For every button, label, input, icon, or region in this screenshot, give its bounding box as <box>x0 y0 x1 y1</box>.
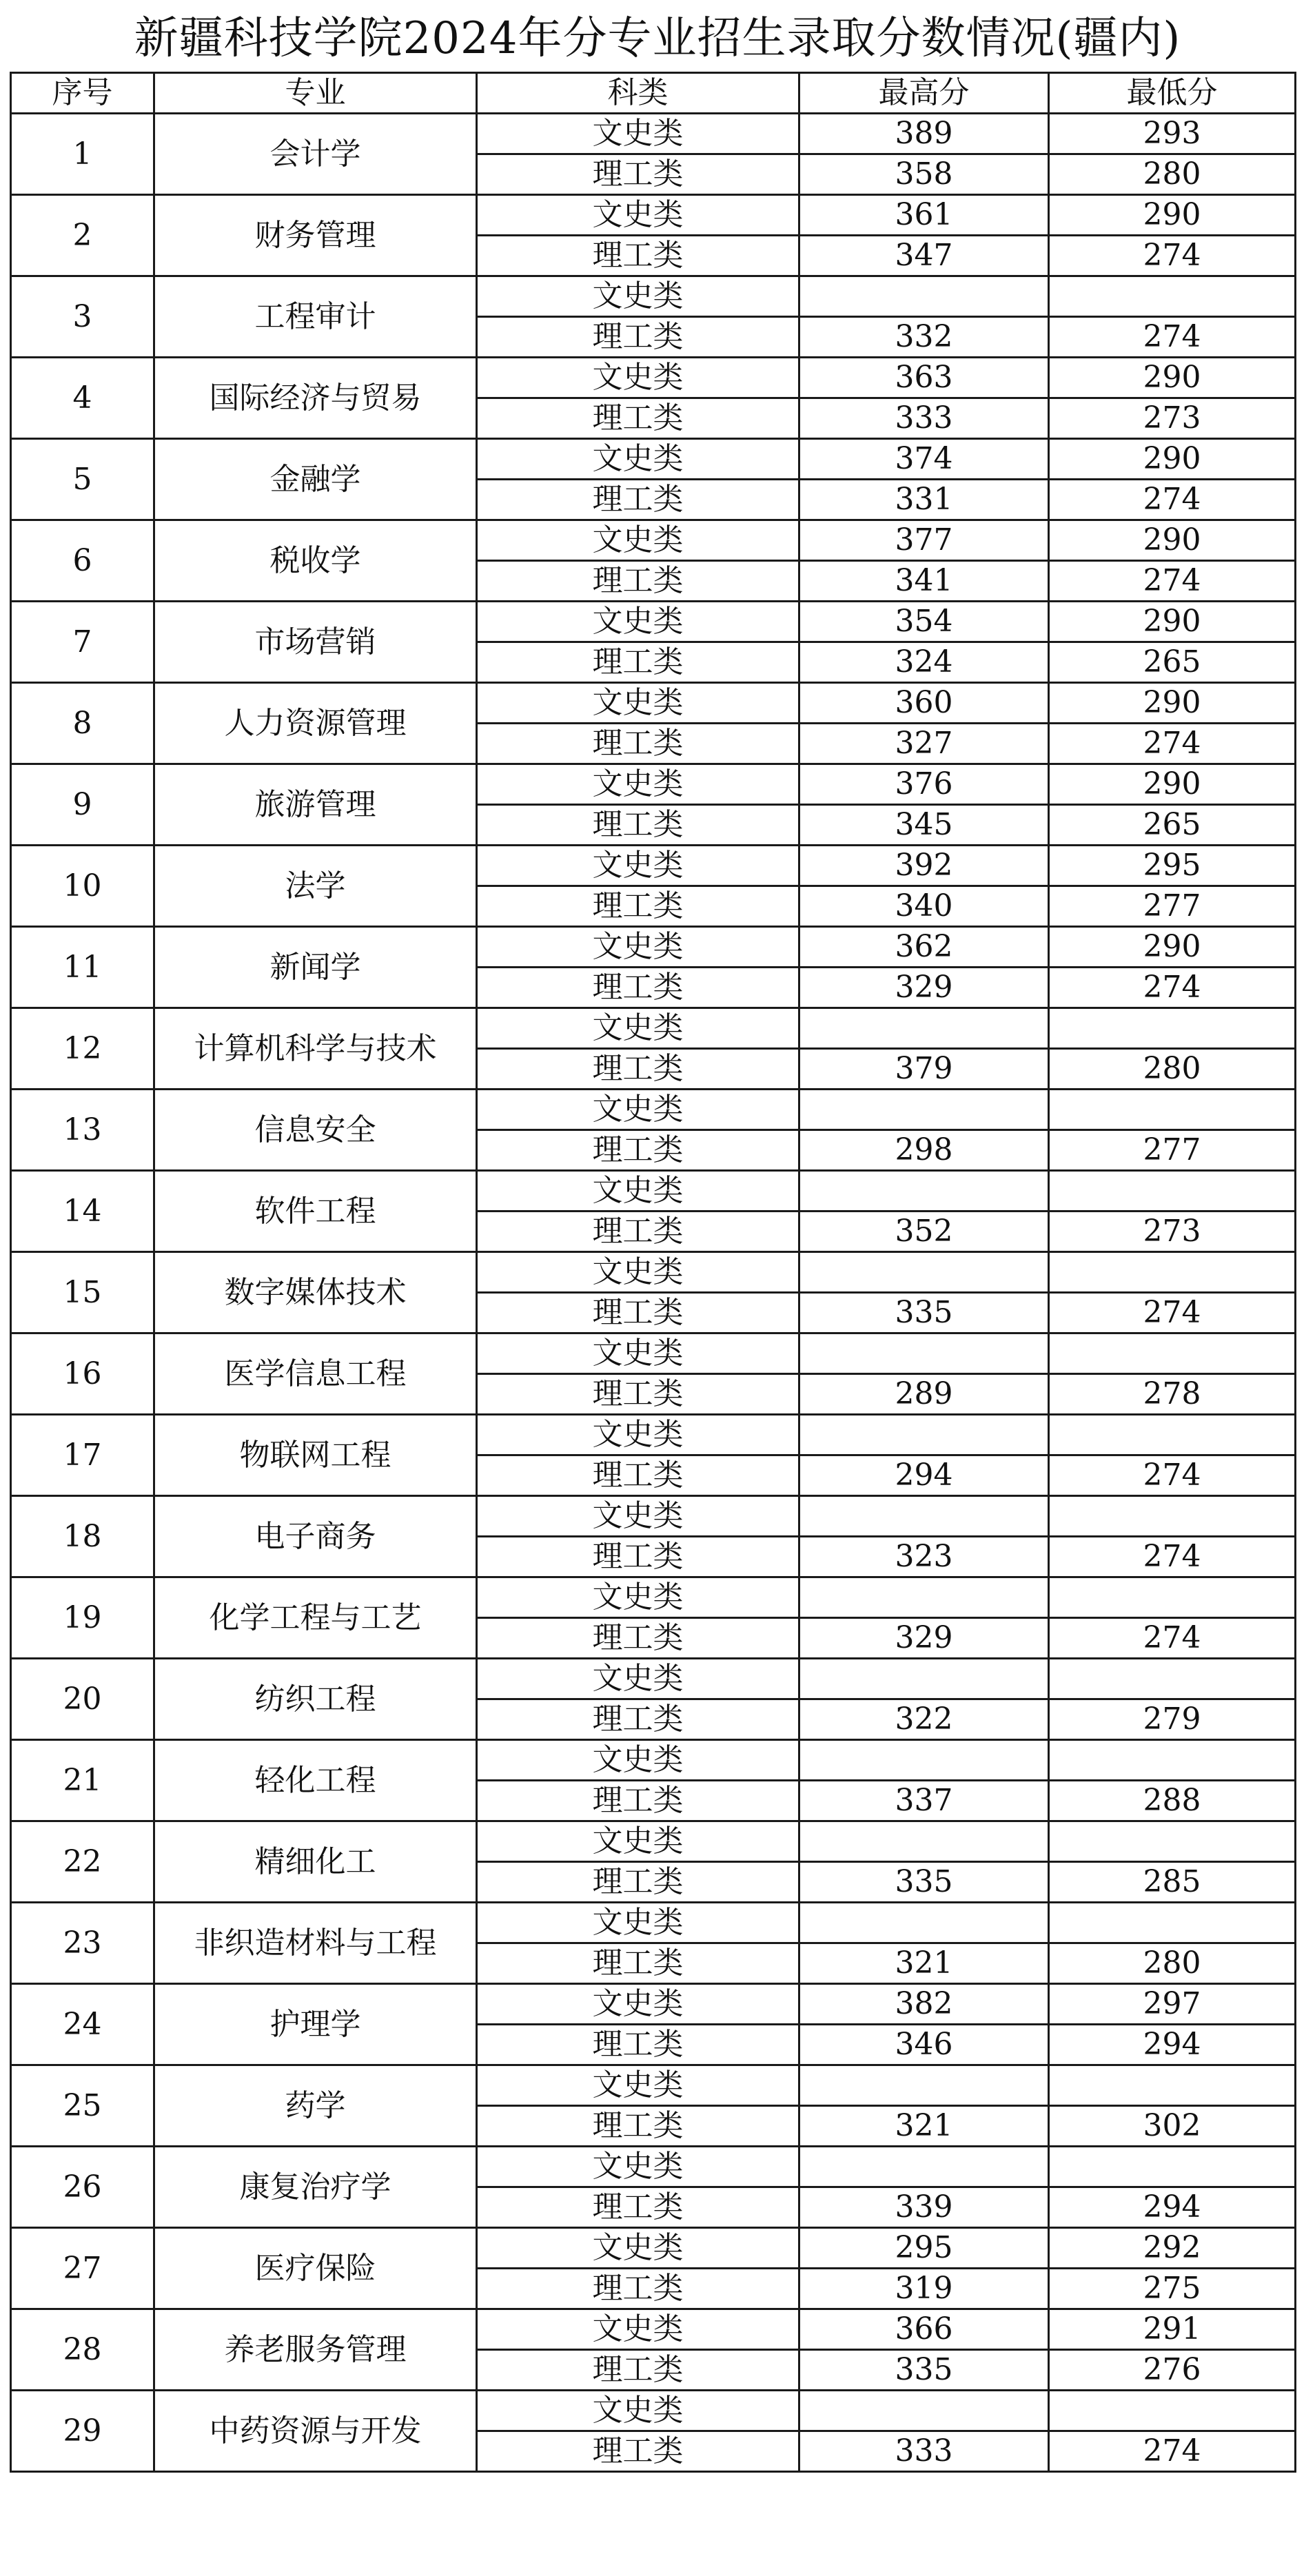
row-max-score: 346 <box>799 2025 1049 2065</box>
row-index: 4 <box>11 358 154 439</box>
row-min-score: 274 <box>1049 480 1296 520</box>
row-min-score <box>1049 1740 1296 1781</box>
row-max-score: 362 <box>799 927 1049 968</box>
row-major: 康复治疗学 <box>154 2147 477 2228</box>
table-row <box>11 2147 1296 2187</box>
row-min-score: 265 <box>1049 805 1296 846</box>
row-category: 文史类 <box>477 1171 799 1212</box>
row-category: 文史类 <box>477 683 799 724</box>
row-category: 理工类 <box>477 1374 799 1415</box>
row-max-score: 289 <box>799 1374 1049 1415</box>
row-index: 23 <box>11 1903 154 1984</box>
row-index: 13 <box>11 1090 154 1171</box>
row-max-score <box>799 1577 1049 1618</box>
row-category: 理工类 <box>477 2269 799 2309</box>
row-major: 人力资源管理 <box>154 683 477 764</box>
row-category: 文史类 <box>477 439 799 480</box>
row-major: 医疗保险 <box>154 2228 477 2309</box>
row-max-score <box>799 1740 1049 1781</box>
row-max-score <box>799 2147 1049 2187</box>
row-category: 文史类 <box>477 276 799 317</box>
row-category: 文史类 <box>477 602 799 642</box>
row-major: 会计学 <box>154 114 477 195</box>
header-max-score: 最高分 <box>799 73 1049 114</box>
row-category: 理工类 <box>477 1862 799 1903</box>
row-max-score: 335 <box>799 1862 1049 1903</box>
row-min-score: 279 <box>1049 1699 1296 1740</box>
row-max-score: 333 <box>799 2431 1049 2472</box>
row-category: 文史类 <box>477 2147 799 2187</box>
row-max-score: 298 <box>799 1130 1049 1171</box>
row-category: 文史类 <box>477 1659 799 1699</box>
table-row <box>11 439 1296 480</box>
row-max-score: 322 <box>799 1699 1049 1740</box>
row-index: 24 <box>11 1984 154 2065</box>
row-max-score: 321 <box>799 1943 1049 1984</box>
row-min-score: 290 <box>1049 358 1296 398</box>
admission-score-table <box>10 72 1296 2473</box>
row-min-score <box>1049 1659 1296 1699</box>
row-category: 文史类 <box>477 520 799 561</box>
row-category: 文史类 <box>477 2391 799 2431</box>
row-category: 理工类 <box>477 398 799 439</box>
table-row <box>11 1008 1296 1049</box>
row-max-score: 354 <box>799 602 1049 642</box>
row-category: 理工类 <box>477 886 799 927</box>
row-category: 理工类 <box>477 1293 799 1333</box>
row-min-score: 274 <box>1049 1455 1296 1496</box>
row-max-score: 327 <box>799 724 1049 764</box>
row-min-score: 273 <box>1049 398 1296 439</box>
row-category: 理工类 <box>477 1943 799 1984</box>
row-max-score: 337 <box>799 1781 1049 1821</box>
row-index: 14 <box>11 1171 154 1252</box>
row-max-score: 361 <box>799 195 1049 236</box>
row-index: 28 <box>11 2309 154 2391</box>
row-major: 信息安全 <box>154 1090 477 1171</box>
row-max-score: 379 <box>799 1049 1049 1090</box>
row-major: 金融学 <box>154 439 477 520</box>
row-min-score: 274 <box>1049 561 1296 602</box>
row-min-score: 290 <box>1049 520 1296 561</box>
row-min-score: 293 <box>1049 114 1296 154</box>
header-category: 科类 <box>477 73 799 114</box>
row-category: 理工类 <box>477 1455 799 1496</box>
row-category: 文史类 <box>477 1903 799 1943</box>
row-min-score <box>1049 2147 1296 2187</box>
row-major: 税收学 <box>154 520 477 602</box>
row-category: 理工类 <box>477 2106 799 2147</box>
row-major: 中药资源与开发 <box>154 2391 477 2472</box>
row-max-score <box>799 2391 1049 2431</box>
table-row <box>11 602 1296 642</box>
row-category: 理工类 <box>477 2025 799 2065</box>
row-category: 理工类 <box>477 1130 799 1171</box>
table-row <box>11 927 1296 968</box>
row-index: 15 <box>11 1252 154 1333</box>
row-index: 20 <box>11 1659 154 1740</box>
row-max-score <box>799 276 1049 317</box>
row-min-score <box>1049 1333 1296 1374</box>
row-index: 1 <box>11 114 154 195</box>
row-category: 理工类 <box>477 317 799 358</box>
table-row <box>11 1415 1296 1455</box>
row-max-score <box>799 1821 1049 1862</box>
row-min-score: 274 <box>1049 724 1296 764</box>
table-row <box>11 2228 1296 2269</box>
row-max-score: 374 <box>799 439 1049 480</box>
row-major: 轻化工程 <box>154 1740 477 1821</box>
header-major: 专业 <box>154 73 477 114</box>
table-row <box>11 276 1296 317</box>
row-index: 19 <box>11 1577 154 1659</box>
row-max-score: 347 <box>799 236 1049 276</box>
row-category: 文史类 <box>477 358 799 398</box>
row-major: 养老服务管理 <box>154 2309 477 2391</box>
row-min-score <box>1049 1008 1296 1049</box>
row-max-score: 321 <box>799 2106 1049 2147</box>
row-min-score: 273 <box>1049 1212 1296 1252</box>
row-category: 理工类 <box>477 724 799 764</box>
table-row <box>11 846 1296 886</box>
row-max-score <box>799 1659 1049 1699</box>
row-min-score: 280 <box>1049 1943 1296 1984</box>
row-min-score: 292 <box>1049 2228 1296 2269</box>
row-min-score <box>1049 1252 1296 1293</box>
row-major: 法学 <box>154 846 477 927</box>
row-max-score: 294 <box>799 1455 1049 1496</box>
row-index: 18 <box>11 1496 154 1577</box>
row-index: 10 <box>11 846 154 927</box>
table-row <box>11 1333 1296 1374</box>
row-min-score: 274 <box>1049 1618 1296 1659</box>
row-min-score: 290 <box>1049 764 1296 805</box>
row-major: 药学 <box>154 2065 477 2147</box>
table-row <box>11 1171 1296 1212</box>
row-major: 电子商务 <box>154 1496 477 1577</box>
row-max-score: 377 <box>799 520 1049 561</box>
row-min-score: 276 <box>1049 2350 1296 2391</box>
row-max-score: 389 <box>799 114 1049 154</box>
row-max-score: 333 <box>799 398 1049 439</box>
row-min-score: 274 <box>1049 2431 1296 2472</box>
row-max-score: 339 <box>799 2187 1049 2228</box>
table-row <box>11 1090 1296 1130</box>
row-major: 工程审计 <box>154 276 477 358</box>
row-min-score: 280 <box>1049 1049 1296 1090</box>
row-major: 非织造材料与工程 <box>154 1903 477 1984</box>
row-major: 纺织工程 <box>154 1659 477 1740</box>
row-max-score: 319 <box>799 2269 1049 2309</box>
row-max-score: 345 <box>799 805 1049 846</box>
row-category: 理工类 <box>477 2350 799 2391</box>
row-major: 数字媒体技术 <box>154 1252 477 1333</box>
row-major: 计算机科学与技术 <box>154 1008 477 1090</box>
row-category: 理工类 <box>477 236 799 276</box>
row-major: 软件工程 <box>154 1171 477 1252</box>
row-max-score: 392 <box>799 846 1049 886</box>
table-row <box>11 1659 1296 1699</box>
header-index: 序号 <box>11 73 154 114</box>
row-major: 市场营销 <box>154 602 477 683</box>
row-max-score: 341 <box>799 561 1049 602</box>
row-min-score: 290 <box>1049 602 1296 642</box>
row-min-score: 288 <box>1049 1781 1296 1821</box>
row-max-score: 295 <box>799 2228 1049 2269</box>
row-category: 文史类 <box>477 1496 799 1537</box>
table-row <box>11 2065 1296 2106</box>
row-max-score: 329 <box>799 968 1049 1008</box>
row-category: 理工类 <box>477 561 799 602</box>
row-max-score: 382 <box>799 1984 1049 2025</box>
row-category: 理工类 <box>477 2431 799 2472</box>
row-min-score: 277 <box>1049 1130 1296 1171</box>
header-row <box>11 73 1296 114</box>
row-category: 文史类 <box>477 764 799 805</box>
row-min-score: 274 <box>1049 1293 1296 1333</box>
row-category: 理工类 <box>477 1699 799 1740</box>
row-index: 7 <box>11 602 154 683</box>
row-max-score: 352 <box>799 1212 1049 1252</box>
row-min-score: 295 <box>1049 846 1296 886</box>
row-min-score: 280 <box>1049 154 1296 195</box>
header-min-score: 最低分 <box>1049 73 1296 114</box>
row-max-score: 335 <box>799 2350 1049 2391</box>
row-min-score: 277 <box>1049 886 1296 927</box>
row-category: 理工类 <box>477 1049 799 1090</box>
row-min-score <box>1049 1415 1296 1455</box>
row-min-score: 265 <box>1049 642 1296 683</box>
row-category: 理工类 <box>477 480 799 520</box>
row-max-score <box>799 1171 1049 1212</box>
admission-score-sheet <box>10 72 1305 2576</box>
row-category: 文史类 <box>477 1821 799 1862</box>
row-max-score <box>799 1415 1049 1455</box>
row-category: 理工类 <box>477 1618 799 1659</box>
row-index: 26 <box>11 2147 154 2228</box>
row-max-score <box>799 1090 1049 1130</box>
row-index: 25 <box>11 2065 154 2147</box>
row-index: 3 <box>11 276 154 358</box>
row-max-score: 358 <box>799 154 1049 195</box>
table-row <box>11 764 1296 805</box>
row-min-score: 290 <box>1049 927 1296 968</box>
row-max-score <box>799 1903 1049 1943</box>
row-max-score <box>799 1008 1049 1049</box>
row-max-score: 366 <box>799 2309 1049 2350</box>
row-index: 12 <box>11 1008 154 1090</box>
row-category: 理工类 <box>477 2187 799 2228</box>
table-row <box>11 2391 1296 2431</box>
row-category: 文史类 <box>477 1333 799 1374</box>
table-row <box>11 195 1296 236</box>
row-min-score <box>1049 2391 1296 2431</box>
row-category: 文史类 <box>477 114 799 154</box>
row-min-score: 291 <box>1049 2309 1296 2350</box>
row-category: 文史类 <box>477 927 799 968</box>
table-row <box>11 1740 1296 1781</box>
row-min-score <box>1049 1496 1296 1537</box>
row-min-score: 274 <box>1049 236 1296 276</box>
row-max-score: 329 <box>799 1618 1049 1659</box>
row-category: 文史类 <box>477 1415 799 1455</box>
row-category: 文史类 <box>477 195 799 236</box>
row-max-score: 363 <box>799 358 1049 398</box>
row-index: 22 <box>11 1821 154 1903</box>
row-min-score <box>1049 1171 1296 1212</box>
row-major: 财务管理 <box>154 195 477 276</box>
row-min-score: 275 <box>1049 2269 1296 2309</box>
row-major: 新闻学 <box>154 927 477 1008</box>
row-max-score: 332 <box>799 317 1049 358</box>
row-max-score: 360 <box>799 683 1049 724</box>
row-min-score <box>1049 1577 1296 1618</box>
table-row <box>11 1577 1296 1618</box>
row-max-score <box>799 1252 1049 1293</box>
row-min-score: 290 <box>1049 439 1296 480</box>
row-category: 文史类 <box>477 1090 799 1130</box>
row-min-score: 285 <box>1049 1862 1296 1903</box>
row-index: 17 <box>11 1415 154 1496</box>
row-category: 理工类 <box>477 1537 799 1577</box>
row-max-score: 323 <box>799 1537 1049 1577</box>
row-min-score: 278 <box>1049 1374 1296 1415</box>
row-category: 理工类 <box>477 1212 799 1252</box>
row-min-score: 290 <box>1049 195 1296 236</box>
row-category: 文史类 <box>477 1740 799 1781</box>
table-row <box>11 1496 1296 1537</box>
row-index: 2 <box>11 195 154 276</box>
row-category: 文史类 <box>477 846 799 886</box>
row-category: 文史类 <box>477 1252 799 1293</box>
page-title: 新疆科技学院2024年分专业招生录取分数情况(疆内) <box>134 13 1181 64</box>
row-category: 文史类 <box>477 1984 799 2025</box>
row-major: 医学信息工程 <box>154 1333 477 1415</box>
row-max-score <box>799 1333 1049 1374</box>
table-row <box>11 1252 1296 1293</box>
row-index: 6 <box>11 520 154 602</box>
table-row <box>11 683 1296 724</box>
row-index: 8 <box>11 683 154 764</box>
row-index: 21 <box>11 1740 154 1821</box>
row-category: 文史类 <box>477 2228 799 2269</box>
row-min-score <box>1049 276 1296 317</box>
row-max-score: 331 <box>799 480 1049 520</box>
row-min-score: 274 <box>1049 1537 1296 1577</box>
row-max-score: 340 <box>799 886 1049 927</box>
row-min-score <box>1049 1903 1296 1943</box>
row-index: 11 <box>11 927 154 1008</box>
row-index: 9 <box>11 764 154 846</box>
row-max-score <box>799 2065 1049 2106</box>
row-category: 文史类 <box>477 1577 799 1618</box>
table-row <box>11 2309 1296 2350</box>
row-category: 理工类 <box>477 642 799 683</box>
row-category: 文史类 <box>477 2309 799 2350</box>
row-category: 文史类 <box>477 1008 799 1049</box>
row-category: 理工类 <box>477 968 799 1008</box>
row-major: 旅游管理 <box>154 764 477 846</box>
table-row <box>11 1903 1296 1943</box>
row-min-score: 302 <box>1049 2106 1296 2147</box>
row-min-score: 297 <box>1049 1984 1296 2025</box>
table-row <box>11 1984 1296 2025</box>
table-row <box>11 114 1296 154</box>
row-min-score: 290 <box>1049 683 1296 724</box>
table-body <box>11 114 1296 2472</box>
row-max-score: 335 <box>799 1293 1049 1333</box>
row-major: 国际经济与贸易 <box>154 358 477 439</box>
row-index: 27 <box>11 2228 154 2309</box>
row-major: 化学工程与工艺 <box>154 1577 477 1659</box>
row-major: 精细化工 <box>154 1821 477 1903</box>
row-major: 物联网工程 <box>154 1415 477 1496</box>
table-row <box>11 520 1296 561</box>
row-category: 理工类 <box>477 154 799 195</box>
table-row <box>11 1821 1296 1862</box>
row-category: 理工类 <box>477 1781 799 1821</box>
row-index: 29 <box>11 2391 154 2472</box>
row-min-score: 274 <box>1049 317 1296 358</box>
row-category: 理工类 <box>477 805 799 846</box>
row-max-score: 324 <box>799 642 1049 683</box>
row-max-score: 376 <box>799 764 1049 805</box>
row-min-score: 294 <box>1049 2025 1296 2065</box>
row-category: 文史类 <box>477 2065 799 2106</box>
row-major: 护理学 <box>154 1984 477 2065</box>
row-min-score: 274 <box>1049 968 1296 1008</box>
row-index: 5 <box>11 439 154 520</box>
table-row <box>11 358 1296 398</box>
row-min-score <box>1049 2065 1296 2106</box>
row-min-score <box>1049 1821 1296 1862</box>
row-min-score: 294 <box>1049 2187 1296 2228</box>
row-max-score <box>799 1496 1049 1537</box>
row-min-score <box>1049 1090 1296 1130</box>
row-index: 16 <box>11 1333 154 1415</box>
